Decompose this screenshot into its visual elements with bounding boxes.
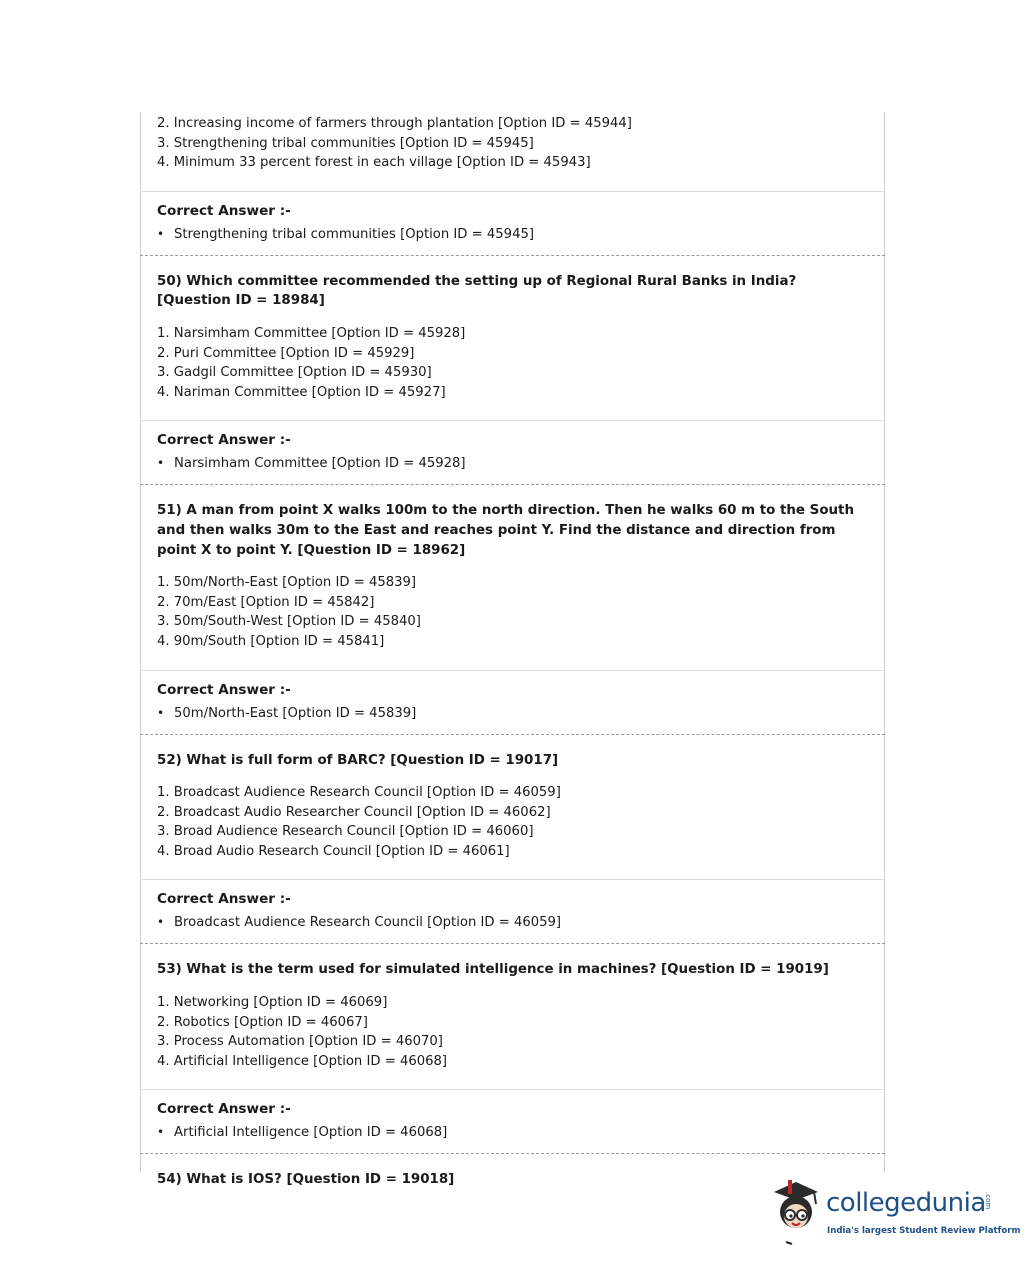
option-item: 2. 70m/East [Option ID = 45842]: [157, 594, 375, 610]
bullet-icon: •: [157, 915, 165, 930]
divider: [140, 191, 885, 192]
option-list: [157, 993, 873, 1075]
question-block: [157, 751, 873, 945]
question-text: 54) What is IOS? [Question ID = 19018]: [157, 1172, 455, 1188]
question-block: [157, 272, 873, 486]
correct-answer: [157, 1122, 873, 1143]
option-item: 4. Minimum 33 percent forest in each village [Option ID = 45943]: [157, 155, 591, 171]
option-item: 3. Broad Audience Research Council [Option ID = 46060]: [157, 824, 534, 840]
correct-answer-label: Correct Answer :-: [157, 891, 291, 908]
option-item: 4. Nariman Committee [Option ID = 45927]: [157, 384, 446, 400]
correct-answer: [157, 912, 873, 933]
option-item: 3. Process Automation [Option ID = 46070]: [157, 1034, 443, 1050]
correct-answer: [157, 703, 873, 724]
mascot-icon: [766, 1178, 826, 1248]
option-item: 1. 50m/North-East [Option ID = 45839]: [157, 575, 417, 591]
option-item: 1. Networking [Option ID = 46069]: [157, 995, 388, 1011]
question-separator: [140, 1153, 885, 1154]
question-text: 51) A man from point X walks 100m to the north direction. Then he walks 60 m to the South and then walks 30m to the East and reaches point Y. Find the distance and direction from point X to point Y. [Question ID = 18962]: [157, 503, 854, 558]
option-item: 3. Strengthening tribal communities [Option ID = 45945]: [157, 135, 534, 151]
option-item: 2. Puri Committee [Option ID = 45929]: [157, 345, 415, 361]
option-item: 1. Narsimham Committee [Option ID = 45928]: [157, 325, 466, 341]
correct-answer-label: Correct Answer :-: [157, 432, 291, 449]
bullet-icon: •: [157, 705, 165, 720]
option-item: 2. Robotics [Option ID = 46067]: [157, 1014, 368, 1030]
option-item: 4. 90m/South [Option ID = 45841]: [157, 633, 385, 649]
question-separator: [140, 484, 885, 485]
brand-domain: .com: [984, 1192, 992, 1210]
bullet-icon: •: [157, 456, 165, 471]
correct-answer-text: Strengthening tribal communities [Option ID = 45945]: [174, 226, 534, 242]
question-separator: [140, 255, 885, 256]
option-item: 3. 50m/South-West [Option ID = 45840]: [157, 614, 421, 630]
bullet-icon: •: [157, 226, 165, 241]
option-item: 3. Gadgil Committee [Option ID = 45930]: [157, 365, 432, 381]
brand-tagline: India's largest Student Review Platform: [827, 1226, 1021, 1236]
divider: [140, 1089, 885, 1090]
divider: [140, 879, 885, 880]
option-item: 1. Broadcast Audience Research Council [Option ID = 46059]: [157, 785, 561, 801]
option-list: [157, 324, 873, 406]
question-paper: [157, 114, 873, 1190]
option-list: [157, 114, 873, 177]
option-list: [157, 573, 873, 655]
collegedunia-logo[interactable]: [766, 1178, 1021, 1248]
correct-answer-text: Artificial Intelligence [Option ID = 46068]: [174, 1125, 448, 1141]
option-list: [157, 783, 873, 865]
question-text: 52) What is full form of BARC? [Question ID = 19017]: [157, 752, 559, 768]
divider: [140, 670, 885, 671]
option-item: 2. Increasing income of farmers through plantation [Option ID = 45944]: [157, 116, 632, 131]
option-item: 4. Artificial Intelligence [Option ID = 46068]: [157, 1053, 448, 1069]
correct-answer-label: Correct Answer :-: [157, 202, 291, 219]
divider: [140, 420, 885, 421]
question-separator: [140, 943, 885, 944]
question-separator: [140, 734, 885, 735]
correct-answer-text: Narsimham Committee [Option ID = 45928]: [174, 456, 466, 472]
brand-name: collegedunia: [826, 1188, 986, 1218]
option-item: 2. Broadcast Audio Researcher Council [Option ID = 46062]: [157, 804, 551, 820]
correct-answer-label: Correct Answer :-: [157, 1101, 291, 1118]
correct-answer: [157, 453, 873, 474]
option-item: 4. Broad Audio Research Council [Option ID = 46061]: [157, 843, 510, 859]
question-text: 50) Which committee recommended the setting up of Regional Rural Banks in India? [Question ID = 18984]: [157, 273, 797, 309]
correct-answer-label: Correct Answer :-: [157, 681, 291, 698]
correct-answer-text: Broadcast Audience Research Council [Option ID = 46059]: [174, 915, 562, 931]
correct-answer-text: 50m/North-East [Option ID = 45839]: [174, 705, 417, 721]
prev-question-block: [157, 114, 873, 256]
bullet-icon: •: [157, 1125, 165, 1140]
question-block: [157, 960, 873, 1154]
question-block: [157, 501, 873, 734]
correct-answer: [157, 224, 873, 245]
question-text: 53) What is the term used for simulated intelligence in machines? [Question ID = 19019]: [157, 962, 829, 978]
